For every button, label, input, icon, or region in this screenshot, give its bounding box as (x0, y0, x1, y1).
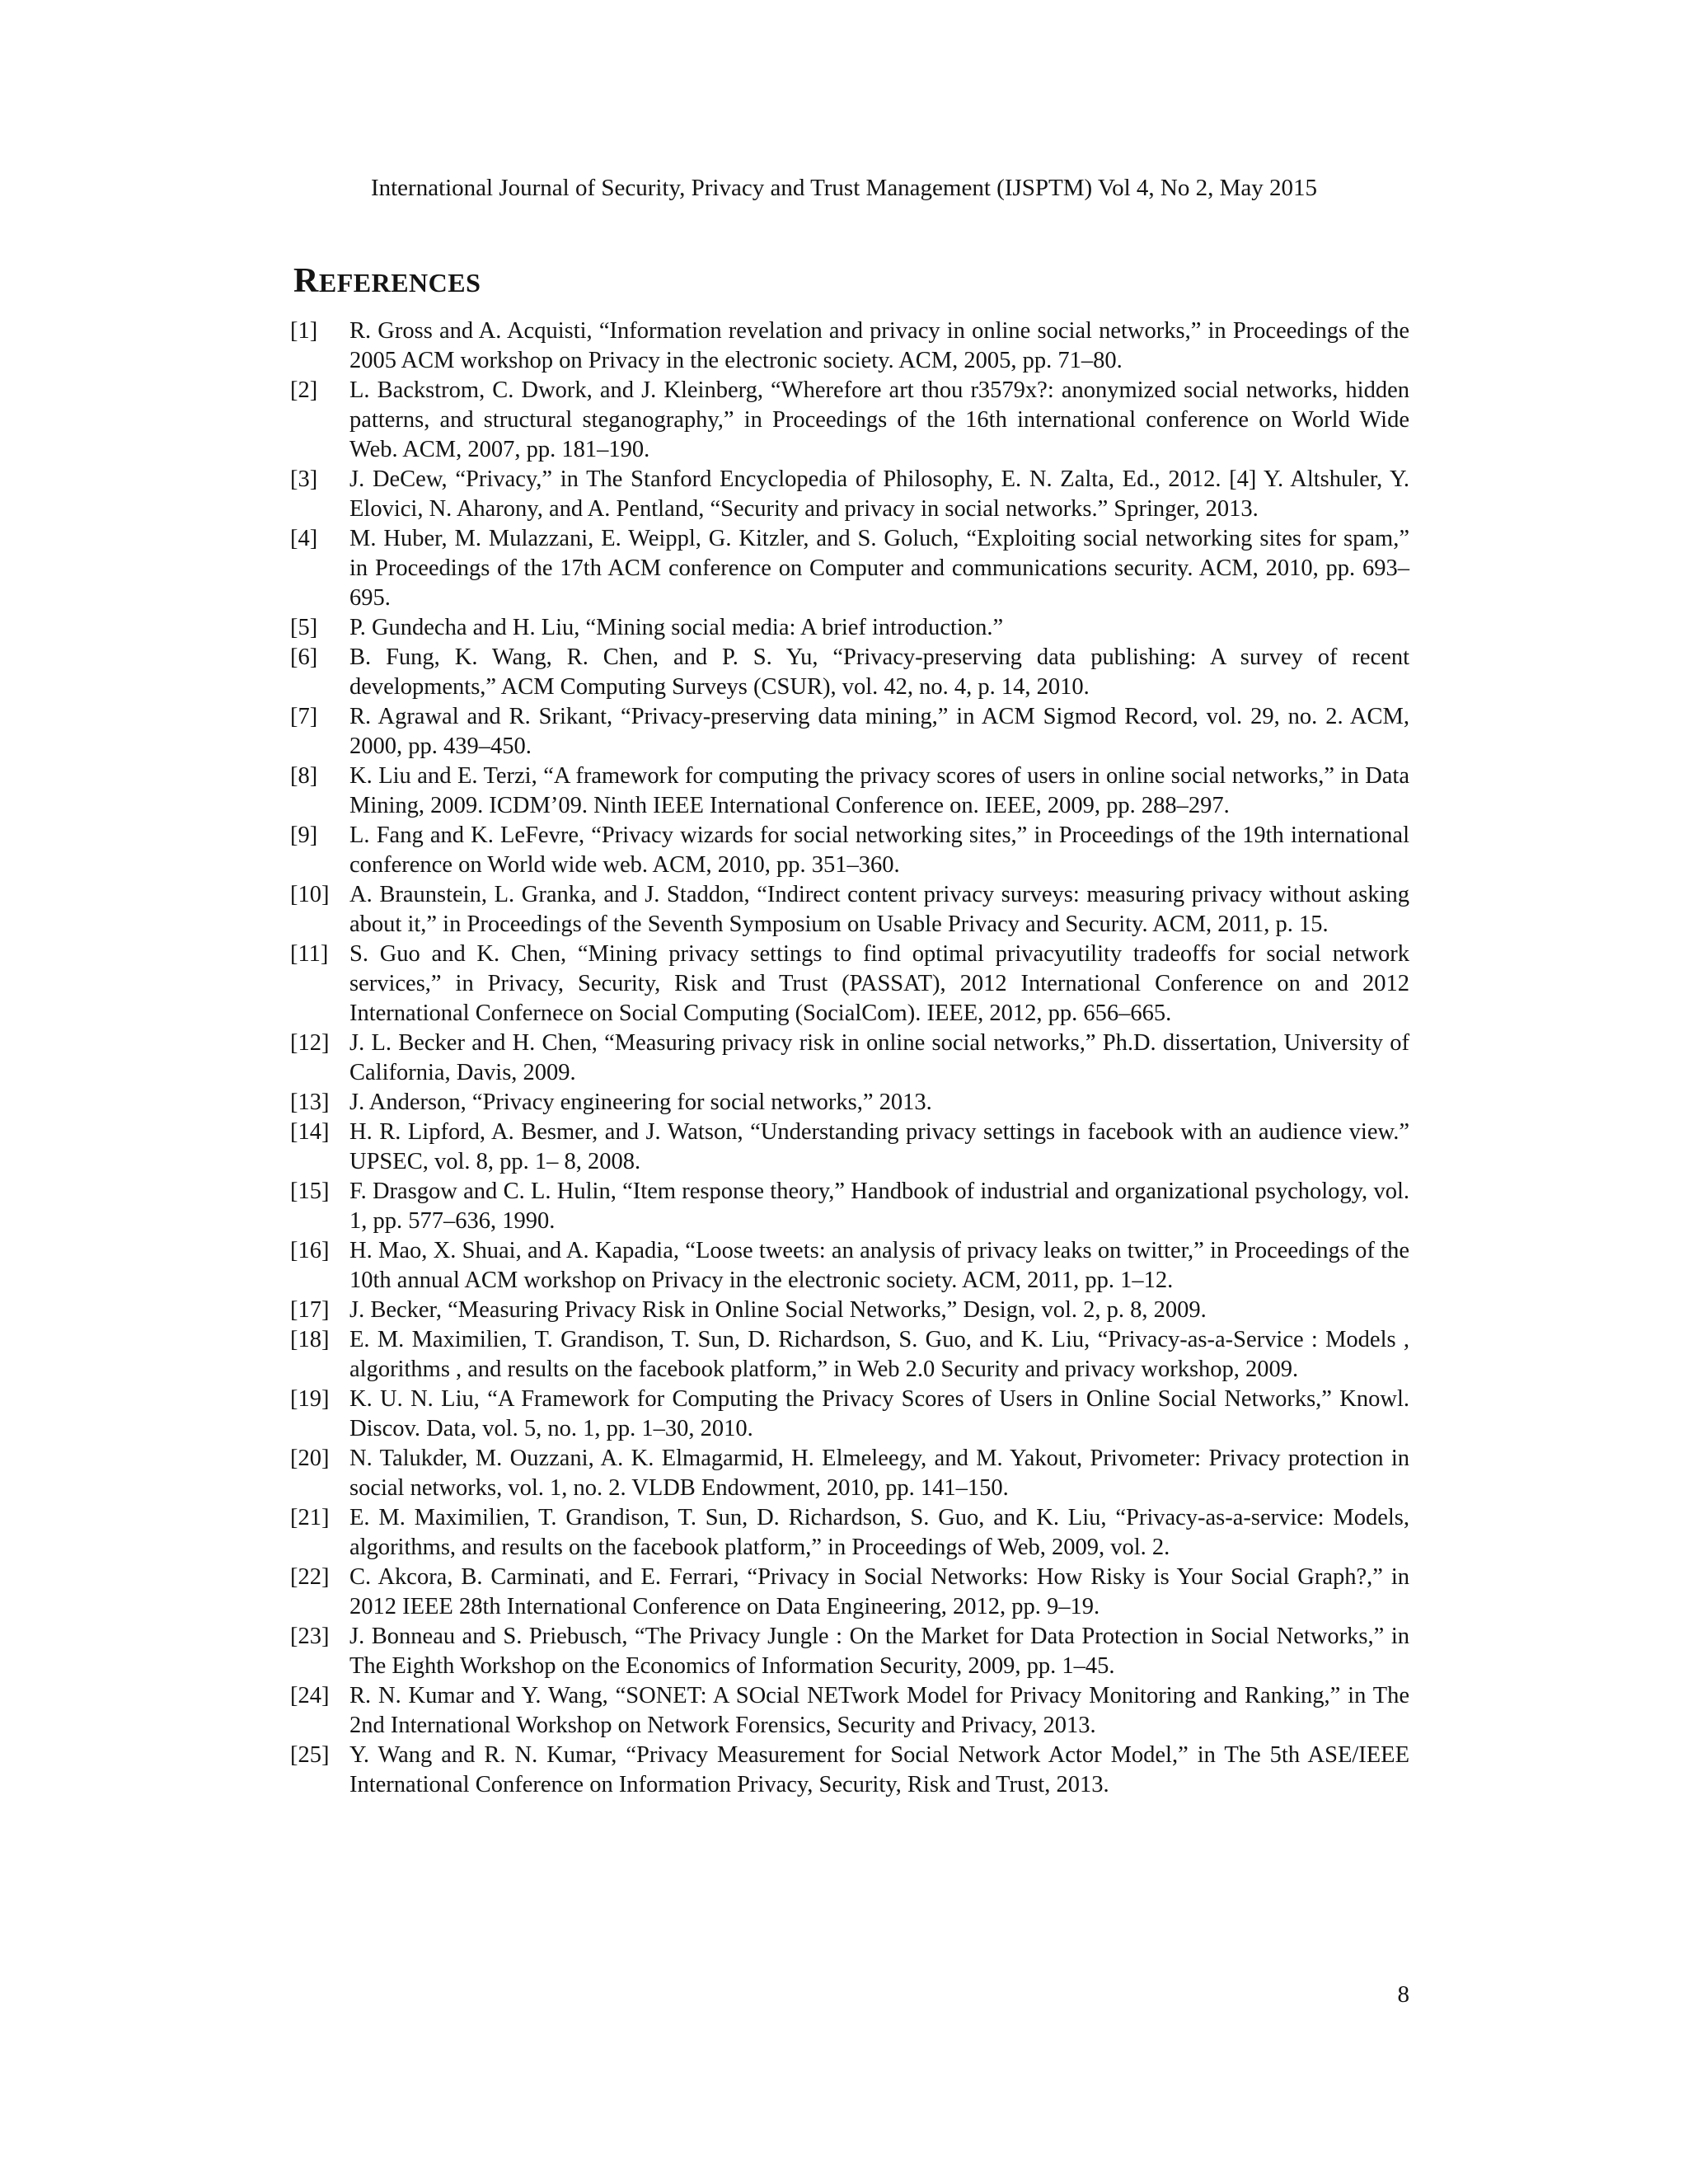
reference-text: B. Fung, K. Wang, R. Chen, and P. S. Yu, “Privacy-preserving data publishing: A survey of recent developments,” ACM Computing Surveys (CSUR), vol. 42, no. 4, p. 14, 2010. (349, 644, 1409, 700)
reference-text: R. N. Kumar and Y. Wang, “SONET: A SOcial NETwork Model for Privacy Monitoring and Ranking,” in The 2nd International Workshop on Network Forensics, Security and Privacy, 2013. (349, 1683, 1409, 1738)
reference-item (290, 1325, 1409, 1385)
reference-number: [14] (290, 1119, 330, 1145)
reference-item (290, 643, 1409, 702)
reference-number: [19] (290, 1386, 330, 1412)
reference-number: [11] (290, 941, 329, 967)
reference-item (290, 1088, 1409, 1118)
reference-item (290, 1681, 1409, 1741)
section-heading (293, 263, 481, 301)
reference-number: [7] (290, 704, 318, 729)
reference-text: E. M. Maximilien, T. Grandison, T. Sun, D. Richardson, S. Guo, and K. Liu, “Privacy-as-a-Service : Models , algorithms , and results on the facebook platform,” in Web 2.0 Security and privacy workshop, 2009. (349, 1327, 1409, 1382)
reference-item (290, 821, 1409, 880)
reference-number: [8] (290, 763, 318, 789)
reference-number: [17] (290, 1297, 330, 1323)
reference-item (290, 1029, 1409, 1088)
reference-number: [20] (290, 1446, 330, 1471)
reference-text: J. L. Becker and H. Chen, “Measuring privacy risk in online social networks,” Ph.D. dissertation, University of California, Davis, 2009. (349, 1030, 1409, 1085)
reference-text: P. Gundecha and H. Liu, “Mining social media: A brief introduction.” (349, 615, 1004, 640)
reference-text: Y. Wang and R. N. Kumar, “Privacy Measurement for Social Network Actor Model,” in The 5th ASE/IEEE International Conference on Information Privacy, Security, Risk and Trust, 2013. (349, 1742, 1409, 1797)
page-number: 8 (1397, 1981, 1409, 2008)
reference-text: H. R. Lipford, A. Besmer, and J. Watson, “Understanding privacy settings in facebook with an audience view.” UPSEC, vol. 8, pp. 1– 8, 2008. (349, 1119, 1409, 1174)
reference-text: L. Fang and K. LeFevre, “Privacy wizards for social networking sites,” in Proceedings of the 19th international conference on World wide web. ACM, 2010, pp. 351–360. (349, 823, 1409, 878)
reference-item (290, 465, 1409, 524)
reference-text: C. Akcora, B. Carminati, and E. Ferrari, “Privacy in Social Networks: How Risky is Your Social Graph?,” in 2012 IEEE 28th International Conference on Data Engineering, 2012, pp. 9–19. (349, 1564, 1409, 1619)
reference-number: [6] (290, 644, 318, 670)
reference-number: [15] (290, 1179, 330, 1204)
reference-item (290, 1118, 1409, 1177)
reference-text: J. Bonneau and S. Priebusch, “The Privacy Jungle : On the Market for Data Protection in Social Networks,” in The Eighth Workshop on the Economics of Information Security, 2009, pp. 1–45. (349, 1624, 1409, 1679)
section-heading-initial: R (293, 261, 319, 300)
reference-text: F. Drasgow and C. L. Hulin, “Item response theory,” Handbook of industrial and organizational psychology, vol. 1, pp. 577–636, 1990. (349, 1179, 1409, 1234)
reference-number: [4] (290, 526, 318, 551)
reference-text: J. DeCew, “Privacy,” in The Stanford Encyclopedia of Philosophy, E. N. Zalta, Ed., 2012. [4] Y. Altshuler, Y. Elovici, N. Aharony, and A. Pentland, “Security and privacy in social networks.” Springer, 2013. (349, 466, 1409, 522)
reference-text: H. Mao, X. Shuai, and A. Kapadia, “Loose tweets: an analysis of privacy leaks on twitter,” in Proceedings of the 10th annual ACM workshop on Privacy in the electronic society. ACM, 2011, pp. 1–12. (349, 1238, 1409, 1293)
reference-text: L. Backstrom, C. Dwork, and J. Kleinberg, “Wherefore art thou r3579x?: anonymized social networks, hidden patterns, and structural steganography,” in Proceedings of the 16th international conference on World Wide Web. ACM, 2007, pp. 181–190. (349, 377, 1409, 462)
reference-text: K. U. N. Liu, “A Framework for Computing the Privacy Scores of Users in Online Social Networks,” Knowl. Discov. Data, vol. 5, no. 1, pp. 1–30, 2010. (349, 1386, 1409, 1441)
reference-text: J. Becker, “Measuring Privacy Risk in Online Social Networks,” Design, vol. 2, p. 8, 2009. (349, 1297, 1207, 1323)
reference-item (290, 702, 1409, 762)
reference-item (290, 1622, 1409, 1681)
reference-text: R. Gross and A. Acquisti, “Information revelation and privacy in online social networks,” in Proceedings of the 2005 ACM workshop on Privacy in the electronic society. ACM, 2005, pp. 71–80. (349, 318, 1409, 373)
reference-item (290, 1385, 1409, 1444)
reference-number: [18] (290, 1327, 330, 1352)
reference-item (290, 1503, 1409, 1563)
reference-number: [21] (290, 1505, 330, 1530)
reference-text: J. Anderson, “Privacy engineering for social networks,” 2013. (349, 1090, 932, 1115)
reference-number: [5] (290, 615, 318, 640)
reference-number: [10] (290, 882, 330, 907)
section-heading-rest: EFERENCES (318, 267, 481, 298)
reference-item (290, 1741, 1409, 1800)
reference-item (290, 1444, 1409, 1503)
reference-text: S. Guo and K. Chen, “Mining privacy settings to find optimal privacyutility tradeoffs for social network services,” in Privacy, Security, Risk and Trust (PASSAT), 2012 International Conference on and 2012 International Confernece on Social Computing (SocialCom). IEEE, 2012, pp. 656–665. (349, 941, 1409, 1026)
reference-item (290, 880, 1409, 940)
reference-item (290, 1296, 1409, 1325)
reference-text: K. Liu and E. Terzi, “A framework for computing the privacy scores of users in online social networks,” in Data Mining, 2009. ICDM’09. Ninth IEEE International Conference on. IEEE, 2009, pp. 288–297. (349, 763, 1409, 818)
reference-item (290, 940, 1409, 1029)
reference-text: N. Talukder, M. Ouzzani, A. K. Elmagarmid, H. Elmeleegy, and M. Yakout, Privometer: Privacy protection in social networks, vol. 1, no. 2. VLDB Endowment, 2010, pp. 141–150. (349, 1446, 1409, 1501)
reference-item (290, 376, 1409, 465)
running-header: International Journal of Security, Privacy and Trust Management (IJSPTM) Vol 4, No 2, May 2015 (370, 175, 1318, 201)
reference-number: [22] (290, 1564, 330, 1590)
reference-item (290, 762, 1409, 821)
reference-item (290, 1563, 1409, 1622)
reference-number: [16] (290, 1238, 330, 1263)
reference-item (290, 524, 1409, 613)
reference-number: [9] (290, 823, 318, 848)
reference-number: [23] (290, 1624, 330, 1649)
reference-text: R. Agrawal and R. Srikant, “Privacy-preserving data mining,” in ACM Sigmod Record, vol. 29, no. 2. ACM, 2000, pp. 439–450. (349, 704, 1409, 759)
reference-number: [2] (290, 377, 318, 403)
reference-item (290, 1236, 1409, 1296)
reference-number: [12] (290, 1030, 330, 1056)
reference-number: [3] (290, 466, 318, 492)
reference-item (290, 316, 1409, 376)
reference-item (290, 613, 1409, 643)
reference-text: E. M. Maximilien, T. Grandison, T. Sun, D. Richardson, S. Guo, and K. Liu, “Privacy-as-a-service: Models, algorithms, and results on the facebook platform,” in Proceedings of Web, 2009, vol. 2. (349, 1505, 1409, 1560)
reference-item (290, 1177, 1409, 1236)
reference-text: M. Huber, M. Mulazzani, E. Weippl, G. Kitzler, and S. Goluch, “Exploiting social networking sites for spam,” in Proceedings of the 17th ACM conference on Computer and communications security. ACM, 2010, pp. 693–695. (349, 526, 1409, 611)
reference-number: [1] (290, 318, 318, 344)
reference-number: [25] (290, 1742, 330, 1768)
reference-list (290, 316, 1409, 1800)
reference-number: [13] (290, 1090, 330, 1115)
reference-number: [24] (290, 1683, 330, 1708)
reference-text: A. Braunstein, L. Granka, and J. Staddon, “Indirect content privacy surveys: measuring privacy without asking about it,” in Proceedings of the Seventh Symposium on Usable Privacy and Security. ACM, 2011, p. 15. (349, 882, 1409, 937)
